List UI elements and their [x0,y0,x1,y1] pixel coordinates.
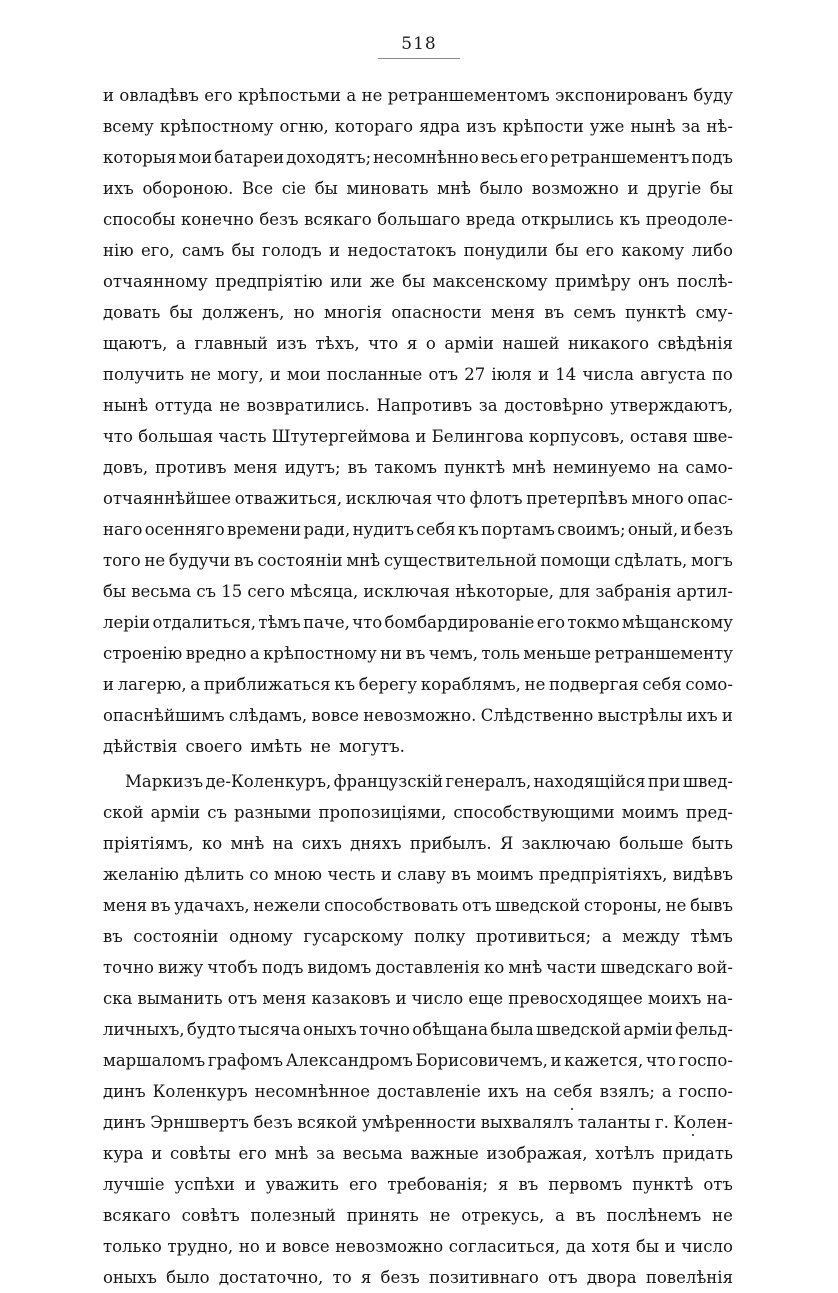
text-line: динъ Коленкуръ несомнѣнное доставленіе ихъ на себя взялъ; а госпо- [103,1082,733,1101]
print-speck [571,1108,573,1110]
text-line: опаснѣйшимъ слѣдамъ, вовсе невозможно. Слѣдственно выстрѣлы ихъ и [103,706,733,725]
page-number: 518 [401,34,437,54]
paragraph [103,80,733,762]
text-line: бы весьма съ 15 сего мѣсяца, исключая нѣкоторые, для забранія артил- [103,582,733,601]
text-line: нію его, самъ бы голодъ и недостатокъ понудили бы его какому либо [103,241,733,260]
text-line: довъ, противъ меня идутъ; въ такомъ пунктѣ мнѣ неминуемо на само- [103,458,733,477]
text-line: довать бы долженъ, но многія опасности меня въ семъ пунктѣ сму- [103,303,733,322]
text-line: строенію вредно а крѣпостному ни въ чемъ, толь меньше ретраншементу [103,644,733,663]
text-line: и лагерю, а приближаться къ берегу кораблямъ, не подвергая себя сомо- [103,675,733,694]
text-line: нынѣ оттуда не возвратились. Напротивъ за достовѣрно утверждаютъ, [103,396,733,415]
text-line: кура и совѣты его мнѣ за весьма важные изображая, хотѣлъ придать [103,1144,733,1163]
text-line: желанію дѣлить со мною честь и славу въ моимъ предпріятіяхъ, видѣвъ [103,865,733,884]
text-line: точно вижу чтобъ подъ видомъ доставленія ко мнѣ части шведскаго вой- [103,958,733,977]
text-line: которыя мои батареи доходятъ; несомнѣнно весь его ретраншементъ подъ [103,148,733,167]
text-line: маршаломъ графомъ Александромъ Борисовичемъ, и кажется, что госпо- [103,1051,733,1070]
text-line: получить не могу, и мои посланные отъ 27 іюля и 14 числа августа по [103,365,733,384]
text-line: ской арміи съ разными пропозиціями, способствующими моимъ пред- [103,803,733,822]
text-line: щаютъ, а главный изъ тѣхъ, что я о арміи нашей никакого свѣдѣнія [103,334,733,353]
text-line: лучшіе успѣхи и уважить его требованія; я въ первомъ пунктѣ отъ [103,1175,733,1194]
body-text [103,80,733,1293]
text-line: того не будучи въ состояніи мнѣ существительной помощи сдѣлать, могъ [103,551,733,570]
text-line: только трудно, но и вовсе невозможно согласиться, да хотя бы и число [103,1237,733,1256]
text-line: леріи отдалиться, тѣмъ паче, что бомбардированіе его токмо мѣщанскому [103,613,733,632]
text-line: что большая часть Штутергеймова и Белингова корпусовъ, оставя шве- [103,427,733,446]
text-line: въ состояніи одному гусарскому полку противиться; а между тѣмъ [103,927,733,946]
text-line: всему крѣпостному огню, котораго ядра изъ крѣпости уже нынѣ за нѣ- [103,117,733,136]
text-line: личныхъ, будто тысяча оныхъ точно обѣщана была шведской арміи фельд- [103,1020,733,1039]
text-line: всякаго совѣтъ полезный принять не отрекусь, а въ послѣнемъ не [103,1206,733,1225]
header-rule [378,58,460,59]
text-line: ска выманить отъ меня казаковъ и число еще превосходящее моихъ на- [103,989,733,1008]
text-line: динъ Эрншвертъ безъ всякой умѣренности выхвалялъ таланты г. Колен- [103,1113,733,1132]
text-line: наго осенняго времени ради, нудитъ себя къ портамъ своимъ; оный, и безъ [103,520,733,539]
text-line: пріятіямъ, ко мнѣ на сихъ дняхъ прибылъ. Я заключаю больше быть [103,834,733,853]
text-line: меня въ удачахъ, нежели способствовать отъ шведской стороны, не бывъ [103,896,733,915]
print-speck [692,1134,694,1136]
text-line: ихъ обороною. Все сіе бы миновать мнѣ было возможно и другіе бы [103,179,733,198]
paragraph [103,766,733,1293]
text-line: оныхъ было достаточно, то я безъ позитивнаго отъ двора повелѣнія [103,1268,733,1287]
text-line: способы конечно безъ всякаго большаго вреда открылись къ преодоле- [103,210,733,229]
text-line: дѣйствія своего имѣть не могутъ. [103,737,405,756]
text-line: отчаяннѣйшее отважиться, исключая что флотъ претерпѣвъ много опас- [103,489,733,508]
text-line: отчаянному предпріятію или же бы максенскому примѣру онъ послѣ- [103,272,733,291]
text-line: и овладѣвъ его крѣпостьми а не ретраншементомъ экспонированъ буду [103,86,733,105]
text-line: Маркизъ де-Коленкуръ, французскій генералъ, находящійся при швед- [125,772,733,791]
